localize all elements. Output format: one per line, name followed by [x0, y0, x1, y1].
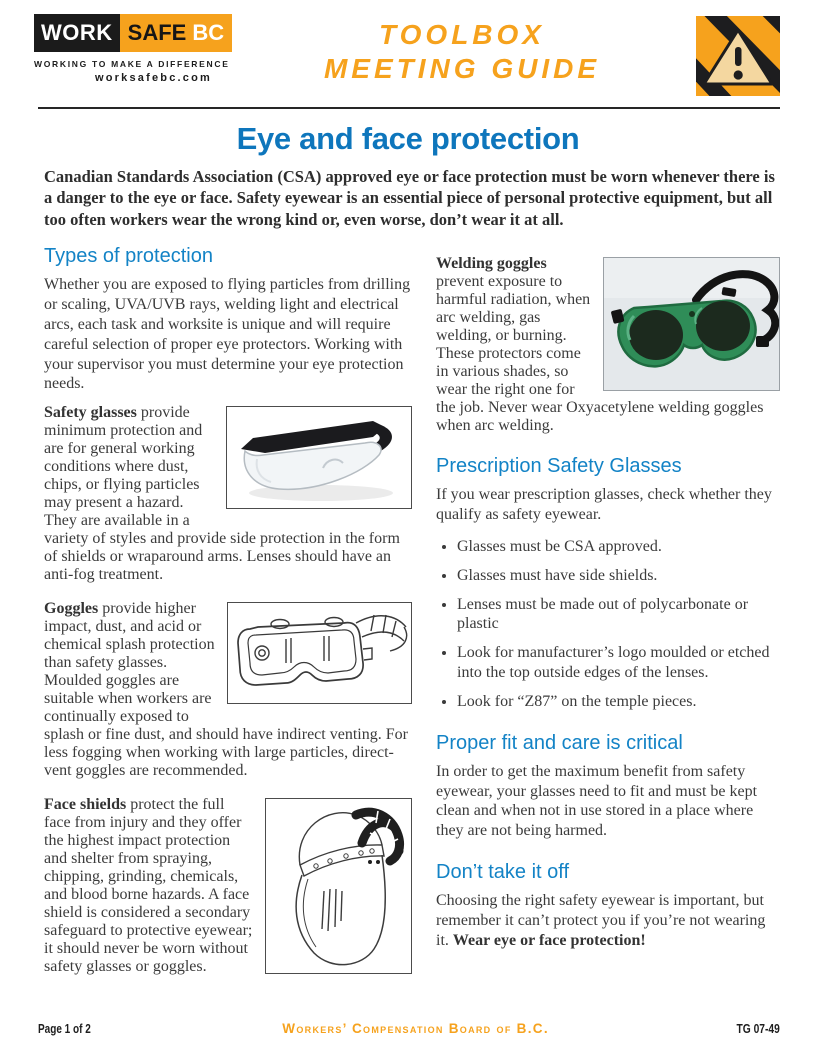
heading-dont-take-it-off: Don’t take it off [436, 861, 570, 884]
heading-proper-fit: Proper fit and care is critical [436, 731, 683, 754]
prescription-bullet-list [436, 537, 780, 712]
face-shield-line-drawing [265, 798, 412, 974]
page-number: Page 1 of 2 [38, 1022, 91, 1036]
hazard-warning-icon [694, 14, 782, 98]
safety-glasses-photo [226, 406, 412, 509]
page-footer [38, 1021, 780, 1036]
logo-orange-panel [120, 14, 232, 52]
safety-glasses-text: provide minimum protection and are for general working conditions where dust, chips, or flying particles may present a hazard. They are available in a variety of styles and provide side protection in the form of shields or wraparound arms. Lenses should have an anti-fog treatment. [44, 404, 400, 584]
bullet-item: • Look for manufacturer’s logo moulded or etched into the top outside edges of the lenses. [457, 643, 780, 683]
face-shields-text: protect the full face from injury and they offer the highest impact protection and shelter from spraying, chipping, grinding, chemicals, and blood borne hazards. A face shield is considered a secondary safeguard to protective eyewear; it should never be worn without safety glasses or goggles. [44, 796, 253, 976]
logo-bc-text: BC [192, 20, 225, 45]
heading-prescription-safety-glasses: Prescription Safety Glasses [436, 455, 682, 478]
face-shields-lead: Face shields [44, 796, 127, 814]
worksafebc-logo [34, 14, 230, 84]
page-header [0, 0, 816, 98]
worksafebc-logo-bar [34, 14, 225, 52]
heading-types-of-protection: Types of protection [44, 245, 213, 268]
prescription-paragraph: If you wear prescription glasses, check whether they qualify as safety eyewear. [436, 486, 772, 524]
dont-emphasis: Wear eye or face protection! [452, 931, 646, 949]
goggles-text: provide higher impact, dust, and acid or chemical splash protection than safety glasses. Moulded goggles are suitable when workers are continually exposed to splash or fine dust, and should have indirect venting. For less fogging when working with large particles, direct-vent goggles are recommended. [44, 600, 408, 780]
bullet-item: • Lenses must be made out of polycarbonate or plastic [457, 595, 780, 635]
dont-text: Choosing the right safety eyewear is important, but remember it can’t protect you if you’re not wearing it. [436, 892, 766, 949]
toolbox-meeting-guide-title [230, 14, 694, 86]
title-line-1: TOOLBOX [379, 19, 545, 50]
welding-goggles-text: prevent exposure to harmful radiation, when arc welding, gas welding, or burning. These protectors come in various shades, so wear the right one for the job. Never wear Oxyacetylene welding goggles when arc welding. [436, 273, 764, 435]
logo-tagline: WORKING TO MAKE A DIFFERENCE [34, 59, 230, 69]
proper-fit-paragraph: In order to get the maximum benefit from safety eyewear, your glasses need to fit and must be kept clean and when not in use stored in a place where they are not being harmed. [436, 762, 758, 840]
bullet-item: • Look for “Z87” on the temple pieces. [457, 692, 780, 712]
bullet-item: • Glasses must be CSA approved. [457, 537, 780, 557]
right-column [436, 245, 780, 992]
footer-organization: Workers’ Compensation Board of B.C. [282, 1021, 549, 1036]
types-paragraph: Whether you are exposed to flying particles from drilling or scaling, UVA/UVB rays, welding light and electrical arcs, each task and worksite is unique and will require careful selection of proper eye protectors. Working with your supervisor you must determine your eye protection needs. [44, 276, 411, 393]
page-title: Eye and face protection [236, 121, 580, 156]
title-line-2: MEETING GUIDE [323, 53, 600, 85]
content-columns [44, 245, 780, 992]
document-code: TG 07-49 [736, 1022, 780, 1036]
bullet-item: • Glasses must have side shields. [457, 566, 780, 586]
goggles-lead: Goggles [44, 600, 99, 618]
goggles-line-drawing [227, 602, 412, 704]
logo-work-text: WORK [34, 14, 120, 52]
welding-goggles-photo [603, 257, 780, 391]
header-divider [38, 107, 780, 109]
left-column [44, 245, 412, 992]
dont-take-it-off-paragraph [436, 891, 780, 950]
logo-website: worksafebc.com [94, 72, 212, 84]
welding-goggles-lead: Welding goggles [436, 255, 547, 273]
safety-glasses-lead: Safety glasses [44, 404, 137, 422]
logo-safe-text: SAFE [127, 20, 187, 45]
intro-paragraph: Canadian Standards Association (CSA) approved eye or face protection must be worn whenever there is a danger to the eye or face. Safety eyewear is an essential piece of personal protective equipment, but all too often workers wear the wrong kind or, even worse, don’t wear it at all. [44, 167, 775, 229]
